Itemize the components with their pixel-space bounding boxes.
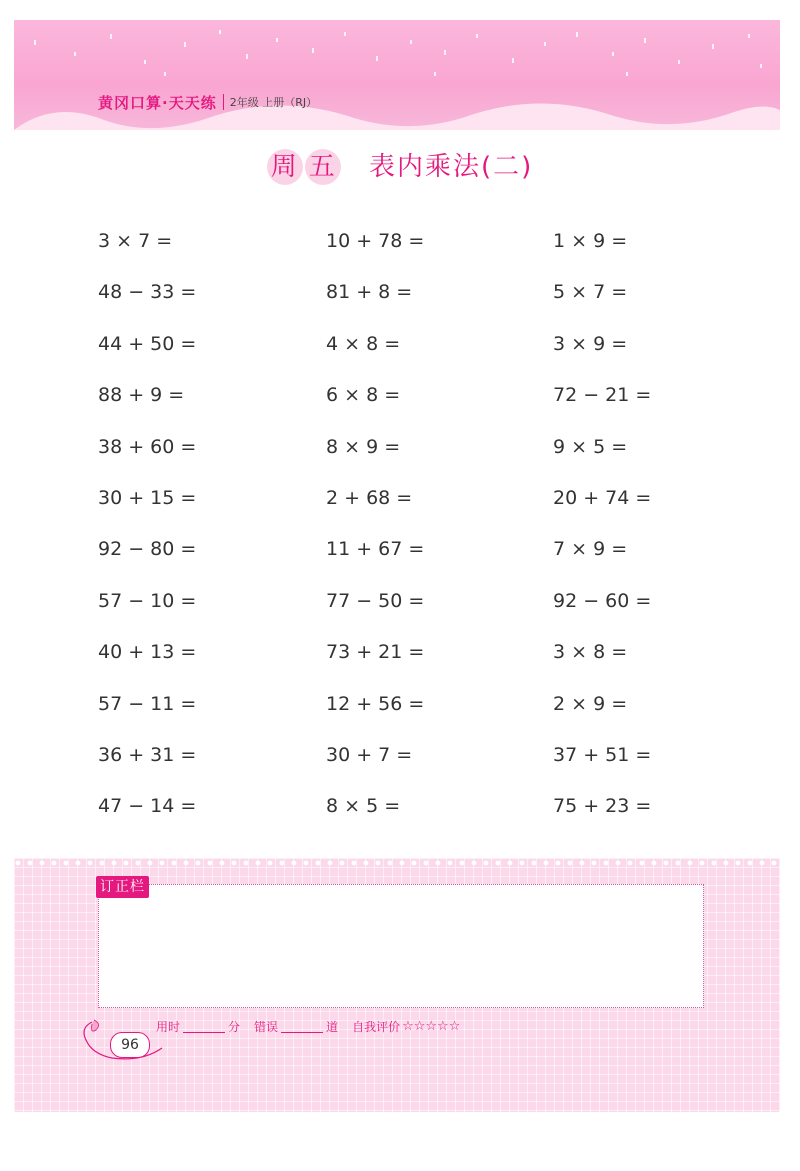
problem-item: 38 + 60 = [98, 435, 197, 458]
problem-item: 72 − 21 = [553, 384, 652, 407]
weekday-char-2: 五 [305, 149, 341, 185]
page-title [0, 146, 800, 185]
problem-item: 47 − 14 = [98, 795, 197, 818]
footer-stats [156, 1018, 460, 1035]
problem-item: 81 + 8 = [326, 281, 413, 304]
time-unit: 分 [228, 1020, 241, 1034]
page-number: 96 [110, 1032, 150, 1058]
problem-item: 5 × 7 = [553, 281, 628, 304]
errors-blank[interactable] [281, 1020, 323, 1033]
problem-item: 92 − 80 = [98, 538, 197, 561]
weekday-char-1: 周 [267, 149, 303, 185]
page-header [14, 20, 780, 130]
problem-item: 37 + 51 = [553, 743, 652, 766]
self-eval-label: 自我评价 [352, 1020, 401, 1034]
weekday-badge [267, 149, 341, 185]
problem-item: 12 + 56 = [326, 692, 425, 715]
problem-item: 40 + 13 = [98, 641, 197, 664]
problem-item: 75 + 23 = [553, 795, 652, 818]
problem-item: 6 × 8 = [326, 384, 401, 407]
snow-dots-decoration [14, 20, 780, 100]
problem-item: 9 × 5 = [553, 435, 628, 458]
brand-divider [223, 94, 224, 110]
problem-item: 2 × 9 = [553, 692, 628, 715]
brand-name: 黄冈口算·天天练 [98, 93, 217, 112]
problem-item: 30 + 7 = [326, 743, 413, 766]
problem-item: 77 − 50 = [326, 589, 425, 612]
problem-item: 4 × 8 = [326, 332, 401, 355]
problem-item: 7 × 9 = [553, 538, 628, 561]
problem-item: 44 + 50 = [98, 332, 197, 355]
problem-item: 10 + 78 = [326, 230, 425, 252]
correction-area[interactable] [98, 884, 704, 1008]
problem-item: 11 + 67 = [326, 538, 425, 561]
problem-item: 30 + 15 = [98, 486, 197, 509]
problem-item: 48 − 33 = [98, 281, 197, 304]
problem-item: 3 × 8 = [553, 641, 628, 664]
correction-label: 订正栏 [96, 876, 149, 898]
problem-item: 73 + 21 = [326, 641, 425, 664]
rating-stars-icon[interactable]: ☆☆☆☆☆ [402, 1019, 461, 1034]
errors-label: 错误 [254, 1020, 279, 1034]
problem-item: 8 × 9 = [326, 435, 401, 458]
problem-item: 8 × 5 = [326, 795, 401, 818]
problem-item: 20 + 74 = [553, 486, 652, 509]
problem-item: 2 + 68 = [326, 486, 413, 509]
errors-unit: 道 [326, 1020, 339, 1034]
topic-title: 表内乘法(二) [368, 152, 534, 182]
problem-item: 57 − 10 = [98, 589, 197, 612]
problem-item: 3 × 7 = [98, 230, 173, 252]
time-label: 用时 [156, 1020, 181, 1034]
correction-panel [14, 858, 780, 1112]
problem-item: 92 − 60 = [553, 589, 652, 612]
problem-item: 3 × 9 = [553, 332, 628, 355]
perforation-edge [14, 858, 780, 868]
grade-label: 2年级 上册（RJ） [229, 96, 318, 109]
problem-item: 88 + 9 = [98, 384, 185, 407]
time-blank[interactable] [183, 1020, 225, 1033]
problem-item: 57 − 11 = [98, 692, 197, 715]
problem-item: 1 × 9 = [553, 230, 628, 252]
brand-bar [98, 90, 317, 114]
problem-item: 36 + 31 = [98, 743, 197, 766]
problem-grid [98, 222, 718, 839]
